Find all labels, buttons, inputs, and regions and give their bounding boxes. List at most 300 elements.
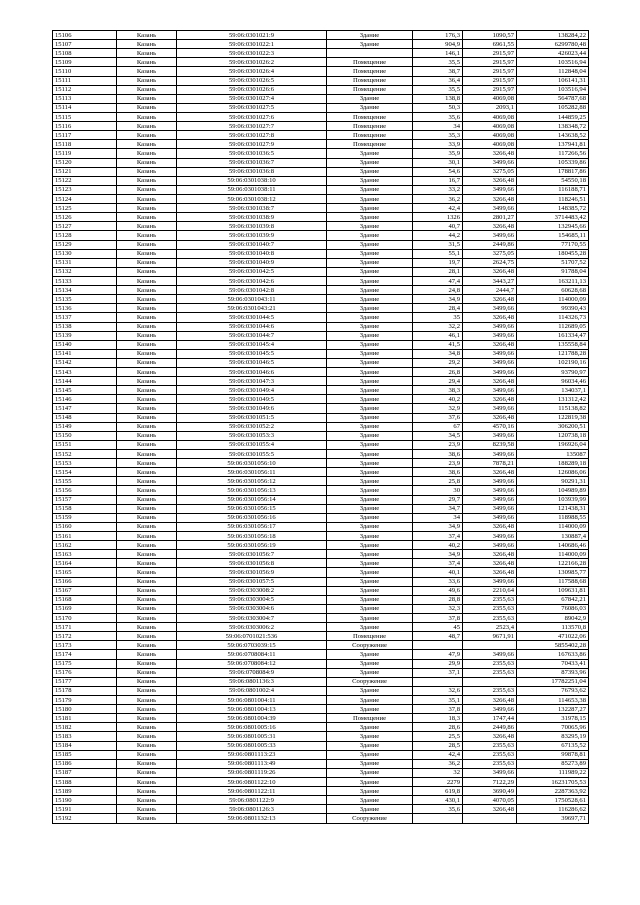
cadastral-number-cell: 59:06:0301027:9 (177, 140, 327, 149)
value-cell: 138284,22 (517, 31, 589, 40)
city-cell: Казань (117, 450, 177, 459)
rate-cell: 3499,66 (463, 231, 517, 240)
rate-cell: 3266,48 (463, 267, 517, 276)
city-cell: Казань (117, 422, 177, 431)
rate-cell: 3499,66 (463, 386, 517, 395)
cadastral-number-cell: 59:06:0301022:1 (177, 40, 327, 49)
object-type-cell: Здание (327, 750, 413, 759)
object-type-cell: Здание (327, 240, 413, 249)
object-type-cell: Здание (327, 595, 413, 604)
cadastral-number-cell: 59:06:0301055:4 (177, 440, 327, 449)
cadastral-number-cell: 59:06:0301038:11 (177, 185, 327, 194)
cadastral-number-cell: 59:06:0801132:13 (177, 814, 327, 823)
row-number: 15135 (53, 295, 117, 304)
object-type-cell: Здание (327, 222, 413, 231)
city-cell: Казань (117, 304, 177, 313)
row-number: 15124 (53, 194, 117, 203)
rate-cell: 2355,63 (463, 759, 517, 768)
area-cell: 33,6 (413, 577, 463, 586)
city-cell: Казань (117, 58, 177, 67)
value-cell: 130985,77 (517, 568, 589, 577)
rate-cell: 3266,48 (463, 522, 517, 531)
city-cell: Казань (117, 103, 177, 112)
value-cell: 138348,72 (517, 122, 589, 131)
city-cell: Казань (117, 677, 177, 686)
object-type-cell: Здание (327, 176, 413, 185)
value-cell: 103939,99 (517, 495, 589, 504)
rate-cell: 3499,66 (463, 368, 517, 377)
row-number: 15127 (53, 222, 117, 231)
city-cell: Казань (117, 258, 177, 267)
object-type-cell: Здание (327, 358, 413, 367)
rate-cell: 3266,48 (463, 695, 517, 704)
city-cell: Казань (117, 249, 177, 258)
object-type-cell: Здание (327, 450, 413, 459)
city-cell: Казань (117, 741, 177, 750)
city-cell: Казань (117, 286, 177, 295)
table-row (53, 94, 589, 103)
area-cell: 138,8 (413, 94, 463, 103)
object-type-cell: Здание (327, 486, 413, 495)
cadastral-number-cell: 59:06:0301036:7 (177, 158, 327, 167)
city-cell: Казань (117, 532, 177, 541)
table-row (53, 258, 589, 267)
rate-cell: 6961,55 (463, 40, 517, 49)
row-number: 15181 (53, 714, 117, 723)
rate-cell: 3690,49 (463, 787, 517, 796)
value-cell: 134037,1 (517, 386, 589, 395)
rate-cell: 3499,66 (463, 404, 517, 413)
rate-cell (463, 641, 517, 650)
document-page (52, 30, 588, 824)
cadastral-number-cell: 59:06:0801113:23 (177, 750, 327, 759)
value-cell: 306200,51 (517, 422, 589, 431)
row-number: 15138 (53, 322, 117, 331)
row-number: 15188 (53, 777, 117, 786)
value-cell: 113570,8 (517, 623, 589, 632)
row-number: 15159 (53, 513, 117, 522)
city-cell: Казань (117, 787, 177, 796)
object-type-cell: Здание (327, 103, 413, 112)
cadastral-number-cell: 59:06:0301040:9 (177, 258, 327, 267)
city-cell: Казань (117, 650, 177, 659)
value-cell: 99878,81 (517, 750, 589, 759)
area-cell: 40,2 (413, 541, 463, 550)
value-cell: 131312,42 (517, 395, 589, 404)
rate-cell: 2210,64 (463, 586, 517, 595)
value-cell: 114000,09 (517, 550, 589, 559)
object-type-cell: Здание (327, 805, 413, 814)
area-cell: 49,6 (413, 586, 463, 595)
cadastral-number-cell: 59:06:0301040:8 (177, 249, 327, 258)
row-number: 15106 (53, 31, 117, 40)
value-cell: 115138,82 (517, 404, 589, 413)
object-type-cell: Здание (327, 331, 413, 340)
rate-cell: 3499,66 (463, 358, 517, 367)
table-row (53, 595, 589, 604)
table-row (53, 185, 589, 194)
area-cell: 40,2 (413, 395, 463, 404)
object-type-cell: Здание (327, 349, 413, 358)
area-cell: 34,5 (413, 431, 463, 440)
rate-cell: 3266,48 (463, 295, 517, 304)
area-cell: 38,3 (413, 386, 463, 395)
rate-cell: 2915,97 (463, 49, 517, 58)
cadastral-number-cell: 59:06:0301026:4 (177, 67, 327, 76)
area-cell: 37,8 (413, 614, 463, 623)
area-cell: 67 (413, 422, 463, 431)
value-cell: 196926,04 (517, 440, 589, 449)
area-cell (413, 641, 463, 650)
cadastral-number-cell: 59:06:0301056:13 (177, 486, 327, 495)
rate-cell: 2093,1 (463, 103, 517, 112)
cadastral-number-cell: 59:06:0301055:5 (177, 450, 327, 459)
object-type-cell: Здание (327, 614, 413, 623)
table-row (53, 559, 589, 568)
table-row (53, 450, 589, 459)
table-row (53, 349, 589, 358)
table-row (53, 304, 589, 313)
table-row (53, 586, 589, 595)
rate-cell: 2355,63 (463, 686, 517, 695)
value-cell: 91788,04 (517, 267, 589, 276)
table-row (53, 313, 589, 322)
rate-cell: 7878,21 (463, 459, 517, 468)
row-number: 15167 (53, 586, 117, 595)
value-cell: 114000,09 (517, 295, 589, 304)
table-row (53, 659, 589, 668)
object-type-cell: Сооружение (327, 641, 413, 650)
value-cell: 67842,21 (517, 595, 589, 604)
area-cell: 32 (413, 768, 463, 777)
city-cell: Казань (117, 714, 177, 723)
table-row (53, 768, 589, 777)
cadastral-number-cell: 59:06:0301042:6 (177, 276, 327, 285)
area-cell: 29,4 (413, 377, 463, 386)
object-type-cell: Помещение (327, 112, 413, 121)
cadastral-number-cell: 59:06:0801113:49 (177, 759, 327, 768)
area-cell: 32,9 (413, 404, 463, 413)
row-number: 15120 (53, 158, 117, 167)
row-number: 15176 (53, 668, 117, 677)
rate-cell: 2355,63 (463, 614, 517, 623)
table-row (53, 695, 589, 704)
value-cell: 111989,22 (517, 768, 589, 777)
object-type-cell: Здание (327, 777, 413, 786)
row-number: 15187 (53, 768, 117, 777)
rate-cell: 3266,48 (463, 395, 517, 404)
rate-cell: 2355,63 (463, 604, 517, 613)
area-cell: 35,6 (413, 805, 463, 814)
row-number: 15158 (53, 504, 117, 513)
rate-cell: 3499,66 (463, 577, 517, 586)
value-cell: 77170,55 (517, 240, 589, 249)
value-cell: 426023,44 (517, 49, 589, 58)
object-type-cell: Здание (327, 313, 413, 322)
value-cell: 564787,68 (517, 94, 589, 103)
city-cell: Казань (117, 295, 177, 304)
object-type-cell: Здание (327, 796, 413, 805)
cadastral-number-cell: 59:06:0301053:3 (177, 431, 327, 440)
row-number: 15147 (53, 404, 117, 413)
table-row (53, 40, 589, 49)
area-cell: 25,5 (413, 732, 463, 741)
table-row (53, 686, 589, 695)
cadastral-number-cell: 59:06:0301056:10 (177, 459, 327, 468)
object-type-cell: Здание (327, 204, 413, 213)
cadastral-number-cell: 59:06:0301042:8 (177, 286, 327, 295)
city-cell: Казань (117, 604, 177, 613)
row-number: 15144 (53, 377, 117, 386)
city-cell: Казань (117, 368, 177, 377)
city-cell: Казань (117, 386, 177, 395)
table-row (53, 331, 589, 340)
cadastral-table (52, 30, 589, 824)
value-cell: 132287,27 (517, 705, 589, 714)
value-cell: 120738,18 (517, 431, 589, 440)
row-number: 15140 (53, 340, 117, 349)
row-number: 15163 (53, 550, 117, 559)
rate-cell: 3499,66 (463, 431, 517, 440)
value-cell: 67135,52 (517, 741, 589, 750)
object-type-cell: Здание (327, 705, 413, 714)
value-cell: 122166,28 (517, 559, 589, 568)
value-cell: 76086,03 (517, 604, 589, 613)
table-row (53, 422, 589, 431)
area-cell: 35,5 (413, 85, 463, 94)
area-cell: 28,6 (413, 723, 463, 732)
area-cell: 34,8 (413, 349, 463, 358)
table-row (53, 440, 589, 449)
cadastral-number-cell: 59:06:0301056:8 (177, 559, 327, 568)
value-cell: 471022,06 (517, 632, 589, 641)
cadastral-number-cell: 59:06:0301044:5 (177, 313, 327, 322)
area-cell: 1326 (413, 213, 463, 222)
value-cell: 105282,88 (517, 103, 589, 112)
object-type-cell: Здание (327, 586, 413, 595)
area-cell: 30,1 (413, 158, 463, 167)
area-cell: 42,4 (413, 750, 463, 759)
object-type-cell: Здание (327, 431, 413, 440)
city-cell: Казань (117, 94, 177, 103)
cadastral-number-cell: 59:06:0801005:31 (177, 732, 327, 741)
area-cell: 35,5 (413, 58, 463, 67)
city-cell: Казань (117, 686, 177, 695)
cadastral-number-cell: 59:06:0301021:9 (177, 31, 327, 40)
object-type-cell: Здание (327, 550, 413, 559)
object-type-cell: Здание (327, 513, 413, 522)
table-row (53, 632, 589, 641)
row-number: 15109 (53, 58, 117, 67)
cadastral-number-cell: 59:06:0801005:16 (177, 723, 327, 732)
cadastral-number-cell: 59:06:0303006:2 (177, 623, 327, 632)
rate-cell: 2915,97 (463, 85, 517, 94)
cadastral-number-cell: 59:06:0301026:5 (177, 76, 327, 85)
value-cell: 93790,97 (517, 368, 589, 377)
city-cell: Казань (117, 723, 177, 732)
value-cell: 167633,86 (517, 650, 589, 659)
cadastral-number-cell: 59:06:0301039:9 (177, 231, 327, 240)
object-type-cell: Здание (327, 468, 413, 477)
area-cell: 37,8 (413, 705, 463, 714)
row-number: 15121 (53, 167, 117, 176)
value-cell: 106141,31 (517, 76, 589, 85)
table-row (53, 58, 589, 67)
table-row (53, 541, 589, 550)
row-number: 15174 (53, 650, 117, 659)
area-cell: 24,8 (413, 286, 463, 295)
city-cell: Казань (117, 331, 177, 340)
value-cell: 104989,89 (517, 486, 589, 495)
row-number: 15143 (53, 368, 117, 377)
row-number: 15114 (53, 103, 117, 112)
table-row (53, 295, 589, 304)
area-cell: 35 (413, 313, 463, 322)
city-cell: Казань (117, 732, 177, 741)
city-cell: Казань (117, 586, 177, 595)
table-row (53, 322, 589, 331)
rate-cell: 3266,48 (463, 568, 517, 577)
area-cell: 54,6 (413, 167, 463, 176)
area-cell: 42,4 (413, 204, 463, 213)
area-cell: 35,3 (413, 131, 463, 140)
object-type-cell: Здание (327, 286, 413, 295)
rate-cell: 3499,66 (463, 495, 517, 504)
value-cell: 117588,68 (517, 577, 589, 586)
row-number: 15142 (53, 358, 117, 367)
value-cell: 117266,56 (517, 149, 589, 158)
rate-cell: 3266,48 (463, 468, 517, 477)
city-cell: Казань (117, 431, 177, 440)
city-cell: Казань (117, 632, 177, 641)
object-type-cell: Помещение (327, 76, 413, 85)
row-number: 15134 (53, 286, 117, 295)
object-type-cell: Здание (327, 395, 413, 404)
row-number: 15180 (53, 705, 117, 714)
cadastral-number-cell: 59:06:0301049:5 (177, 395, 327, 404)
object-type-cell: Здание (327, 522, 413, 531)
row-number: 15107 (53, 40, 117, 49)
table-row (53, 222, 589, 231)
area-cell: 34,7 (413, 504, 463, 513)
row-number: 15184 (53, 741, 117, 750)
table-row (53, 267, 589, 276)
area-cell: 30 (413, 486, 463, 495)
cadastral-number-cell: 59:06:0301039:8 (177, 222, 327, 231)
cadastral-number-cell: 59:06:0301036:5 (177, 149, 327, 158)
table-row (53, 103, 589, 112)
cadastral-number-cell: 59:06:0301027:8 (177, 131, 327, 140)
cadastral-number-cell: 59:06:0301040:7 (177, 240, 327, 249)
city-cell: Казань (117, 550, 177, 559)
city-cell: Казань (117, 668, 177, 677)
object-type-cell: Здание (327, 40, 413, 49)
value-cell: 114000,09 (517, 522, 589, 531)
area-cell: 44,2 (413, 231, 463, 240)
value-cell: 99390,43 (517, 304, 589, 313)
rate-cell: 3266,48 (463, 313, 517, 322)
table-row (53, 167, 589, 176)
object-type-cell: Помещение (327, 714, 413, 723)
table-row (53, 76, 589, 85)
table-row (53, 486, 589, 495)
area-cell: 35,1 (413, 695, 463, 704)
object-type-cell: Здание (327, 659, 413, 668)
cadastral-number-cell: 59:06:0301027:7 (177, 122, 327, 131)
row-number: 15126 (53, 213, 117, 222)
city-cell: Казань (117, 167, 177, 176)
table-row (53, 340, 589, 349)
value-cell: 114326,73 (517, 313, 589, 322)
value-cell: 76793,62 (517, 686, 589, 695)
rate-cell: 3266,48 (463, 222, 517, 231)
value-cell: 137941,81 (517, 140, 589, 149)
row-number: 15118 (53, 140, 117, 149)
value-cell: 180455,28 (517, 249, 589, 258)
table-row (53, 759, 589, 768)
city-cell: Казань (117, 486, 177, 495)
area-cell: 32,3 (413, 604, 463, 613)
table-row (53, 386, 589, 395)
table-row (53, 723, 589, 732)
rate-cell: 3499,66 (463, 450, 517, 459)
object-type-cell: Здание (327, 741, 413, 750)
row-number: 15165 (53, 568, 117, 577)
value-cell: 70065,96 (517, 723, 589, 732)
table-row (53, 550, 589, 559)
area-cell: 45 (413, 623, 463, 632)
rate-cell: 3499,66 (463, 304, 517, 313)
object-type-cell: Здание (327, 604, 413, 613)
value-cell: 132945,66 (517, 222, 589, 231)
table-row (53, 705, 589, 714)
object-type-cell: Здание (327, 295, 413, 304)
table-row (53, 732, 589, 741)
object-type-cell: Помещение (327, 85, 413, 94)
city-cell: Казань (117, 49, 177, 58)
rate-cell: 3499,66 (463, 532, 517, 541)
row-number: 15131 (53, 258, 117, 267)
value-cell: 118246,51 (517, 194, 589, 203)
city-cell: Казань (117, 194, 177, 203)
area-cell: 36,4 (413, 76, 463, 85)
value-cell: 126086,06 (517, 468, 589, 477)
cadastral-number-cell: 59:06:0301026:2 (177, 58, 327, 67)
cadastral-number-cell: 59:06:0801136:3 (177, 677, 327, 686)
value-cell: 96034,46 (517, 377, 589, 386)
value-cell: 143638,52 (517, 131, 589, 140)
table-row (53, 368, 589, 377)
city-cell: Казань (117, 31, 177, 40)
value-cell: 140686,46 (517, 541, 589, 550)
table-row (53, 213, 589, 222)
row-number: 15185 (53, 750, 117, 759)
rate-cell: 3275,05 (463, 167, 517, 176)
object-type-cell: Здание (327, 404, 413, 413)
table-row (53, 249, 589, 258)
rate-cell: 4069,08 (463, 140, 517, 149)
rate-cell: 4570,16 (463, 422, 517, 431)
value-cell: 122819,38 (517, 413, 589, 422)
row-number: 15141 (53, 349, 117, 358)
table-row (53, 377, 589, 386)
table-row (53, 140, 589, 149)
rate-cell: 2449,86 (463, 240, 517, 249)
area-cell: 33,2 (413, 185, 463, 194)
area-cell: 34 (413, 513, 463, 522)
table-row (53, 604, 589, 613)
row-number: 15190 (53, 796, 117, 805)
